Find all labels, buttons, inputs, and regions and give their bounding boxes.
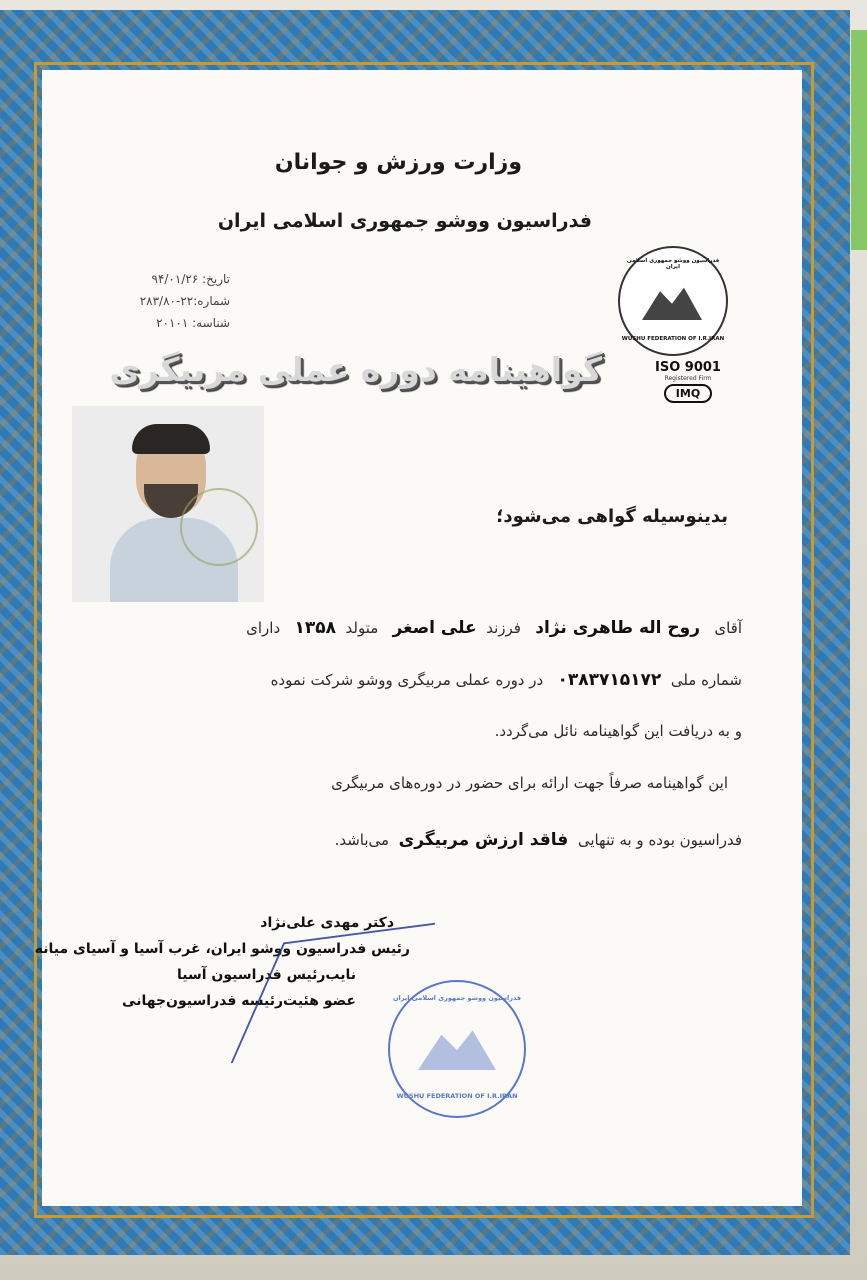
body-line-3: و به دریافت این گواهینامه نائل می‌گردد.	[494, 722, 742, 740]
signer-role-1: رئیس فدراسیون ووشو ایران، غرب آسیا و آسیای میانه	[34, 941, 410, 957]
photo-stamp	[180, 488, 258, 566]
stamp-text-fa: فدراسیون ووشو جمهوری اسلامی ایران	[392, 994, 521, 1002]
body-text: فدراسیون بوده و به تنهایی	[577, 831, 742, 849]
body-text: متولد	[345, 619, 379, 637]
background-green-edge	[851, 30, 867, 250]
body-text: شماره ملی	[670, 671, 742, 689]
iso-label: ISO 9001	[655, 360, 721, 375]
holder-name: روح اله طاهری نژاد	[535, 618, 701, 638]
signer-name: دکتر مهدی علی‌نژاد	[260, 915, 394, 931]
imq-label: IMQ	[664, 384, 712, 403]
signer-role-3: عضو هئیت‌رئیسه فدراسیون‌جهانی	[122, 993, 356, 1009]
body-text: آقای	[714, 619, 742, 637]
stamp-mountain-icon	[418, 1026, 496, 1070]
ministry-title: وزارت ورزش و جوانان	[274, 150, 522, 175]
body-line-2	[271, 670, 742, 690]
iso-badge	[648, 360, 728, 403]
certificate-paper	[34, 70, 802, 1206]
body-line-4: این گواهینامه صرفاً جهت ارائه برای حضور در دوره‌های مربیگری	[331, 774, 728, 792]
federation-title: فدراسیون ووشو جمهوری اسلامی ایران	[217, 210, 592, 232]
father-name: علی اصغر	[392, 618, 477, 638]
national-id: ۰۳۸۳۷۱۵۱۷۲	[557, 670, 662, 690]
federation-logo	[618, 246, 728, 356]
official-stamp	[388, 980, 526, 1118]
body-text: در دوره عملی مربیگری ووشو شرکت نموده	[270, 671, 544, 689]
portrait-hair	[132, 424, 210, 454]
stamp-text-en: WUSHU FEDERATION OF I.R.IRAN	[396, 1092, 518, 1100]
number-field: شماره:۲۲-۲۸۳/۸۰	[139, 294, 230, 308]
certificate-title: گواهینامه دوره عملی مربیگری	[109, 350, 602, 389]
portrait-photo	[72, 406, 264, 602]
ornamental-border	[0, 10, 850, 1255]
id-field: شناسه: ۲۰۱۰۱	[156, 316, 230, 330]
birth-year: ۱۳۵۸	[294, 618, 336, 638]
body-line-1	[246, 618, 742, 638]
iso-sub-label: Registered Firm	[664, 375, 712, 382]
body-text: دارای	[246, 619, 281, 637]
logo-text-en: WUSHU FEDERATION OF I.R.IRAN	[621, 336, 725, 342]
certification-heading: بدینوسیله گواهی می‌شود؛	[496, 506, 728, 527]
disclaimer-bold: فاقد ارزش مربیگری	[398, 830, 569, 850]
signer-role-2: نایب‌رئیس فدراسیون آسیا	[176, 967, 356, 983]
mountain-icon	[642, 284, 702, 320]
body-text: می‌باشد.	[334, 831, 390, 849]
date-field: تاریخ: ۹۴/۰۱/۲۶	[151, 272, 230, 286]
body-text: فرزند	[486, 619, 521, 637]
body-line-5	[335, 830, 742, 850]
logo-text-fa: فدراسیون ووشو جمهوری اسلامی ایران	[626, 258, 720, 270]
